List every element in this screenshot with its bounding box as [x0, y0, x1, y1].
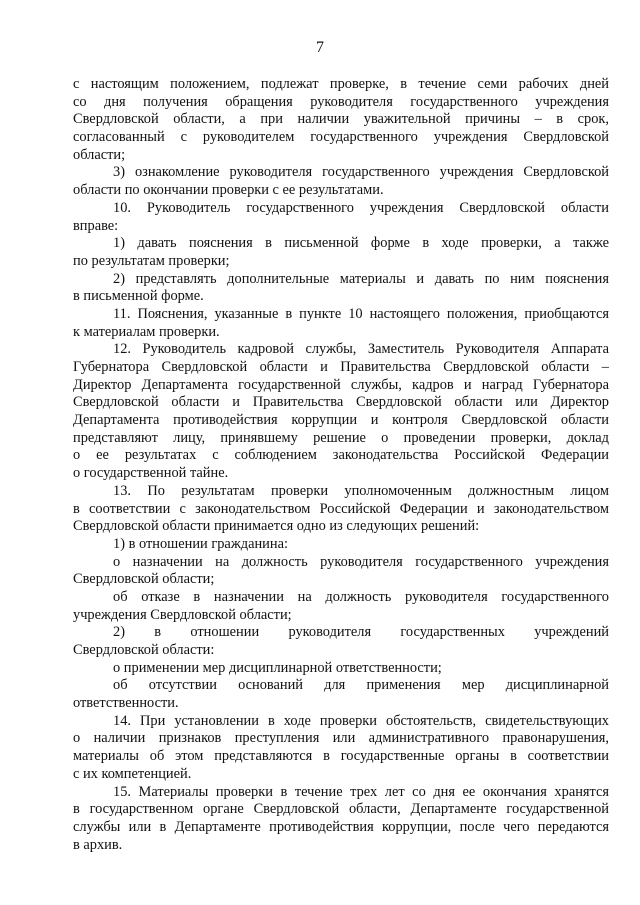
text-line: представляют лицу, принявшему решение о проведении проверки, доклад: [73, 429, 609, 446]
text-line: 14. При установлении в ходе проверки обстоятельств, свидетельствующих: [113, 712, 609, 729]
text-line: к материалам проверки.: [73, 323, 220, 340]
text-line: 10. Руководитель государственного учреждения Свердловской области: [113, 199, 609, 216]
text-line: области;: [73, 146, 126, 163]
text-line: с их компетенцией.: [73, 765, 192, 782]
text-line: 12. Руководитель кадровой службы, Заместитель Руководителя Аппарата: [113, 341, 609, 358]
text-line: 15. Материалы проверки в течение трех лет со дня ее окончания хранятся: [113, 783, 609, 800]
text-line: о наличии признаков преступления или административного правонарушения,: [73, 730, 609, 747]
text-line: материалы об этом представляются в государственные органы в соответствии: [73, 748, 609, 765]
text-line: Свердловской области:: [73, 642, 215, 658]
text-line: Губернатора Свердловской области и Правительства Свердловской области –: [73, 359, 609, 375]
page-number: 7: [316, 39, 324, 56]
text-line: об отсутствии оснований для применения мер дисциплинарной: [113, 677, 609, 694]
text-line: 13. По результатам проверки уполномоченным должностным лицом: [113, 482, 609, 499]
text-line: Департамента противодействия коррупции и контроля Свердловской области: [73, 412, 609, 429]
text-line: ответственности.: [73, 695, 179, 712]
text-line: 3) ознакомление руководителя государственного учреждения Свердловской: [113, 164, 609, 181]
text-line: об отказе в назначении на должность руководителя государственного: [113, 588, 609, 605]
text-line: со дня получения обращения руководителя государственного учреждения: [73, 93, 609, 110]
text-line: в письменной форме.: [73, 288, 204, 305]
text-line: 2) в отношении руководителя государственных учреждений: [113, 624, 609, 641]
text-line: о применении мер дисциплинарной ответственности;: [113, 659, 442, 676]
text-line: о назначении на должность руководителя государственного учреждения: [113, 553, 609, 570]
text-line: 1) давать пояснения в письменной форме в ходе проверки, а также: [113, 235, 609, 252]
text-line: в государственном органе Свердловской области, Департаменте государственной: [73, 801, 609, 818]
text-line: о ее результатах с соблюдением законодательства Российской Федерации: [73, 447, 609, 464]
text-line: учреждения Свердловской области;: [73, 606, 292, 623]
text-line: Свердловской области принимается одно из следующих решений:: [73, 518, 480, 535]
text-line: 2) представлять дополнительные материалы и давать по ним пояснения: [113, 270, 609, 287]
text-line: 11. Пояснения, указанные в пункте 10 настоящего положения, приобщаются: [113, 305, 609, 322]
text-line: в архив.: [73, 836, 123, 853]
text-line: с настоящим положением, подлежат проверке, в течение семи рабочих дней: [73, 76, 609, 92]
text-line: вправе:: [73, 217, 119, 234]
text-line: 1) в отношении гражданина:: [113, 535, 288, 552]
text-line: Свердловской области;: [73, 571, 215, 588]
text-line: в соответствии с законодательством Российской Федерации и законодательством: [73, 500, 609, 517]
document-body: [73, 76, 609, 854]
text-line: согласованный с руководителем государственного учреждения Свердловской: [73, 129, 609, 146]
text-line: Свердловской области и Правительства Свердловской области или Директор: [73, 394, 609, 411]
text-line: по результатам проверки;: [73, 252, 230, 269]
text-line: службы или в Департаменте противодействия коррупции, после чего передаются: [73, 818, 609, 835]
text-line: о государственной тайне.: [73, 465, 229, 482]
text-line: Свердловской области, а при наличии уважительной причины – в срок,: [73, 111, 609, 128]
text-line: Директор Департамента государственной службы, кадров и наград Губернатора: [73, 376, 609, 393]
text-line: области по окончании проверки с ее результатами.: [73, 182, 384, 199]
